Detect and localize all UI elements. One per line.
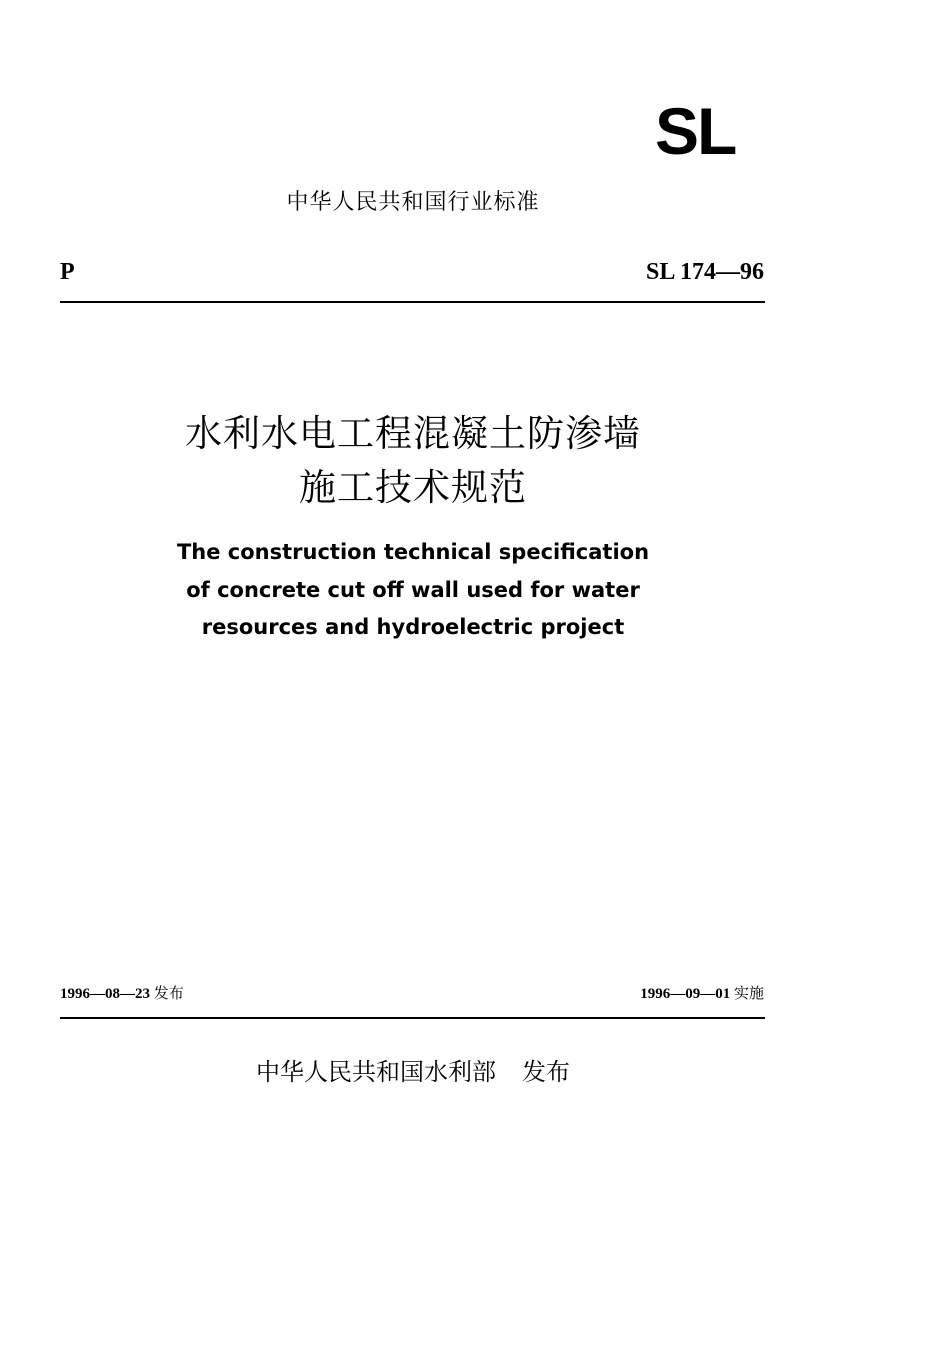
top-divider [60,301,765,303]
chinese-title-line-2: 施工技术规范 [299,466,527,509]
bottom-divider [60,1017,765,1019]
classification-code: P [60,259,75,285]
publisher [0,1054,826,1090]
implement-date [640,983,764,1005]
standard-number: SL 174—96 [645,259,764,285]
release-date [60,983,184,1005]
english-title-line-2: of concrete cut off wall used for water [186,577,640,602]
chinese-title-line-1: 水利水电工程混凝土防渗墙 [185,412,641,455]
english-title [0,534,826,647]
english-title-line-3: resources and hydroelectric project [201,615,625,639]
sl-logo: SL [655,94,736,168]
publisher-name: 中华人民共和国水利部 [256,1058,496,1086]
implement-date-value: 1996—09—01 [640,986,731,1002]
release-date-value: 1996—08—23 [60,986,150,1002]
implement-label: 实施 [733,986,764,1002]
release-label: 发布 [153,986,184,1002]
chinese-title [0,407,826,515]
publish-label: 发布 [522,1058,570,1086]
industry-standard-heading: 中华人民共和国行业标准 [286,190,540,215]
english-title-line-1: The construction technical specification [176,540,650,564]
